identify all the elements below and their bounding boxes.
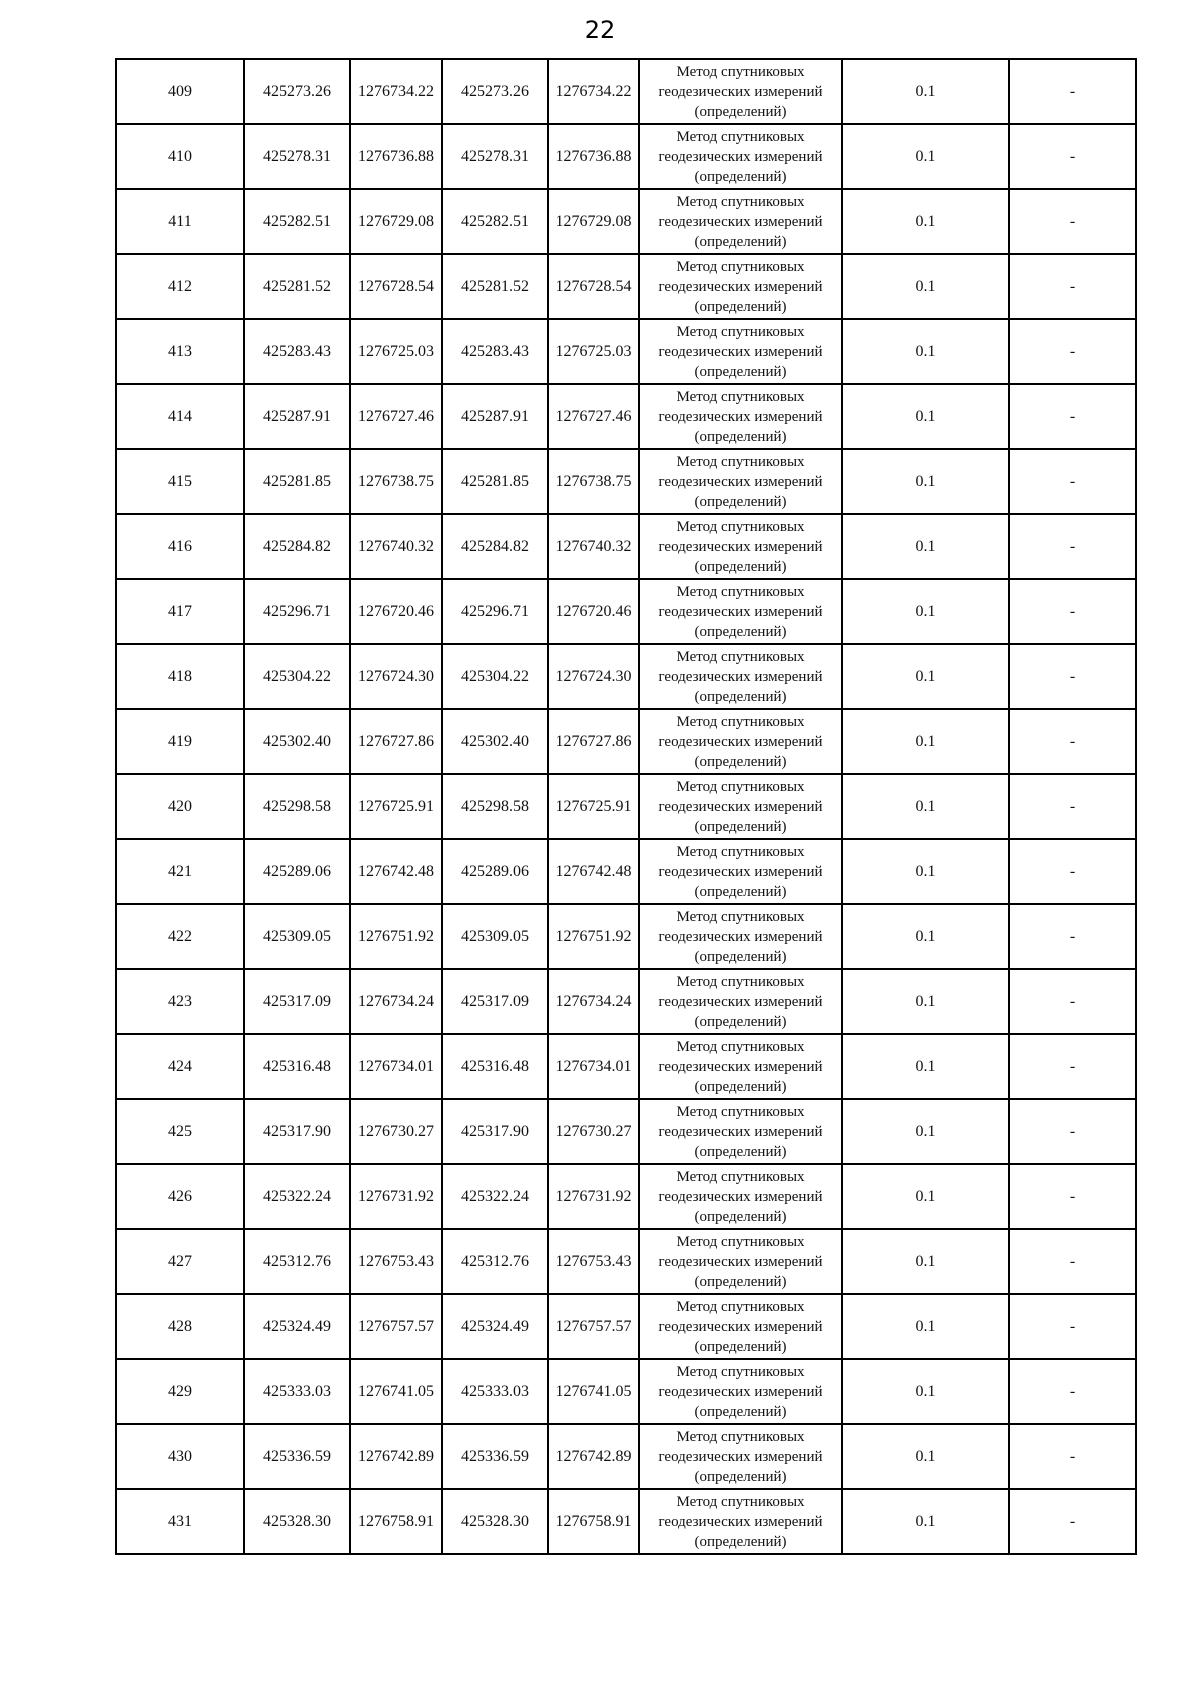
method-cell <box>639 644 842 709</box>
method-cell <box>639 449 842 514</box>
x-coordinate-cell: 425302.40 <box>244 709 350 774</box>
method-cell <box>639 904 842 969</box>
table-row <box>116 1359 1136 1424</box>
method-line: геодезических измерений <box>658 213 823 230</box>
method-line: Метод спутниковых <box>676 128 805 145</box>
y-coordinate-existing-cell: 1276725.91 <box>548 774 639 839</box>
method-cell <box>639 124 842 189</box>
table-row <box>116 1034 1136 1099</box>
method-line: (определений) <box>694 363 787 380</box>
method-line: (определений) <box>694 428 787 445</box>
method-line: (определений) <box>694 493 787 510</box>
method-line: Метод спутниковых <box>676 908 805 925</box>
method-line: Метод спутниковых <box>676 843 805 860</box>
x-coordinate-existing-cell: 425283.43 <box>442 319 548 384</box>
table-row <box>116 514 1136 579</box>
note-cell: - <box>1009 319 1136 384</box>
method-line: Метод спутниковых <box>676 193 805 210</box>
y-coordinate-cell: 1276751.92 <box>350 904 442 969</box>
x-coordinate-cell: 425278.31 <box>244 124 350 189</box>
note-cell: - <box>1009 1164 1136 1229</box>
y-coordinate-cell: 1276727.86 <box>350 709 442 774</box>
x-coordinate-existing-cell: 425304.22 <box>442 644 548 709</box>
method-line: (определений) <box>694 168 787 185</box>
method-line: (определений) <box>694 558 787 575</box>
point-number-cell: 410 <box>116 124 244 189</box>
method-line: Метод спутниковых <box>676 973 805 990</box>
method-cell <box>639 1229 842 1294</box>
method-line: геодезических измерений <box>658 278 823 295</box>
method-line: (определений) <box>694 818 787 835</box>
method-line: геодезических измерений <box>658 928 823 945</box>
note-cell: - <box>1009 774 1136 839</box>
method-line: Метод спутниковых <box>676 518 805 535</box>
method-line: геодезических измерений <box>658 148 823 165</box>
note-cell: - <box>1009 839 1136 904</box>
x-coordinate-cell: 425284.82 <box>244 514 350 579</box>
method-cell <box>639 514 842 579</box>
method-line: (определений) <box>694 1273 787 1290</box>
accuracy-cell: 0.1 <box>842 1034 1009 1099</box>
x-coordinate-cell: 425316.48 <box>244 1034 350 1099</box>
method-line: Метод спутниковых <box>676 1363 805 1380</box>
note-cell: - <box>1009 189 1136 254</box>
method-line: (определений) <box>694 623 787 640</box>
x-coordinate-cell: 425296.71 <box>244 579 350 644</box>
method-cell <box>639 384 842 449</box>
x-coordinate-cell: 425282.51 <box>244 189 350 254</box>
accuracy-cell: 0.1 <box>842 1229 1009 1294</box>
note-cell: - <box>1009 254 1136 319</box>
x-coordinate-existing-cell: 425278.31 <box>442 124 548 189</box>
x-coordinate-existing-cell: 425281.85 <box>442 449 548 514</box>
note-cell: - <box>1009 1229 1136 1294</box>
x-coordinate-cell: 425328.30 <box>244 1489 350 1554</box>
method-line: Метод спутниковых <box>676 1428 805 1445</box>
method-line: Метод спутниковых <box>676 1168 805 1185</box>
note-cell: - <box>1009 1489 1136 1554</box>
y-coordinate-cell: 1276742.89 <box>350 1424 442 1489</box>
method-line: (определений) <box>694 103 787 120</box>
note-cell: - <box>1009 124 1136 189</box>
method-line: геодезических измерений <box>658 343 823 360</box>
note-cell: - <box>1009 1034 1136 1099</box>
point-number-cell: 428 <box>116 1294 244 1359</box>
y-coordinate-existing-cell: 1276734.22 <box>548 59 639 124</box>
point-number-cell: 424 <box>116 1034 244 1099</box>
x-coordinate-existing-cell: 425296.71 <box>442 579 548 644</box>
point-number-cell: 422 <box>116 904 244 969</box>
method-line: Метод спутниковых <box>676 1233 805 1250</box>
x-coordinate-existing-cell: 425317.90 <box>442 1099 548 1164</box>
method-cell <box>639 1424 842 1489</box>
table-row <box>116 579 1136 644</box>
x-coordinate-cell: 425333.03 <box>244 1359 350 1424</box>
coordinates-table <box>115 58 1137 1555</box>
method-cell <box>639 1164 842 1229</box>
method-cell <box>639 579 842 644</box>
method-line: Метод спутниковых <box>676 1038 805 1055</box>
method-line: геодезических измерений <box>658 1188 823 1205</box>
accuracy-cell: 0.1 <box>842 644 1009 709</box>
method-cell <box>639 189 842 254</box>
table-row <box>116 1489 1136 1554</box>
method-line: (определений) <box>694 1403 787 1420</box>
y-coordinate-cell: 1276727.46 <box>350 384 442 449</box>
method-line: (определений) <box>694 298 787 315</box>
accuracy-cell: 0.1 <box>842 904 1009 969</box>
table-row <box>116 839 1136 904</box>
table-row <box>116 189 1136 254</box>
point-number-cell: 409 <box>116 59 244 124</box>
method-cell <box>639 254 842 319</box>
x-coordinate-existing-cell: 425281.52 <box>442 254 548 319</box>
x-coordinate-cell: 425281.85 <box>244 449 350 514</box>
method-cell <box>639 1359 842 1424</box>
x-coordinate-existing-cell: 425324.49 <box>442 1294 548 1359</box>
table-row <box>116 1229 1136 1294</box>
y-coordinate-existing-cell: 1276753.43 <box>548 1229 639 1294</box>
method-line: (определений) <box>694 688 787 705</box>
method-line: геодезических измерений <box>658 1513 823 1530</box>
method-line: Метод спутниковых <box>676 388 805 405</box>
accuracy-cell: 0.1 <box>842 1164 1009 1229</box>
method-line: геодезических измерений <box>658 603 823 620</box>
x-coordinate-existing-cell: 425282.51 <box>442 189 548 254</box>
x-coordinate-existing-cell: 425289.06 <box>442 839 548 904</box>
note-cell: - <box>1009 1294 1136 1359</box>
y-coordinate-existing-cell: 1276734.01 <box>548 1034 639 1099</box>
method-line: геодезических измерений <box>658 473 823 490</box>
x-coordinate-existing-cell: 425284.82 <box>442 514 548 579</box>
point-number-cell: 430 <box>116 1424 244 1489</box>
table-row <box>116 1099 1136 1164</box>
x-coordinate-cell: 425324.49 <box>244 1294 350 1359</box>
method-line: (определений) <box>694 1208 787 1225</box>
point-number-cell: 418 <box>116 644 244 709</box>
y-coordinate-existing-cell: 1276720.46 <box>548 579 639 644</box>
table-row <box>116 254 1136 319</box>
note-cell: - <box>1009 1099 1136 1164</box>
note-cell: - <box>1009 59 1136 124</box>
point-number-cell: 431 <box>116 1489 244 1554</box>
point-number-cell: 416 <box>116 514 244 579</box>
x-coordinate-cell: 425283.43 <box>244 319 350 384</box>
accuracy-cell: 0.1 <box>842 1099 1009 1164</box>
method-line: Метод спутниковых <box>676 1493 805 1510</box>
y-coordinate-existing-cell: 1276741.05 <box>548 1359 639 1424</box>
accuracy-cell: 0.1 <box>842 59 1009 124</box>
accuracy-cell: 0.1 <box>842 1359 1009 1424</box>
method-line: (определений) <box>694 1143 787 1160</box>
method-line: Метод спутниковых <box>676 583 805 600</box>
method-cell <box>639 1489 842 1554</box>
method-cell <box>639 839 842 904</box>
y-coordinate-existing-cell: 1276757.57 <box>548 1294 639 1359</box>
accuracy-cell: 0.1 <box>842 189 1009 254</box>
y-coordinate-existing-cell: 1276742.89 <box>548 1424 639 1489</box>
y-coordinate-existing-cell: 1276758.91 <box>548 1489 639 1554</box>
point-number-cell: 429 <box>116 1359 244 1424</box>
note-cell: - <box>1009 904 1136 969</box>
method-line: (определений) <box>694 948 787 965</box>
accuracy-cell: 0.1 <box>842 709 1009 774</box>
table-row <box>116 904 1136 969</box>
accuracy-cell: 0.1 <box>842 1489 1009 1554</box>
accuracy-cell: 0.1 <box>842 319 1009 384</box>
method-line: геодезических измерений <box>658 733 823 750</box>
y-coordinate-cell: 1276734.24 <box>350 969 442 1034</box>
y-coordinate-existing-cell: 1276727.86 <box>548 709 639 774</box>
table-row <box>116 1294 1136 1359</box>
x-coordinate-existing-cell: 425316.48 <box>442 1034 548 1099</box>
point-number-cell: 415 <box>116 449 244 514</box>
method-line: (определений) <box>694 1338 787 1355</box>
method-cell <box>639 1034 842 1099</box>
x-coordinate-existing-cell: 425333.03 <box>442 1359 548 1424</box>
x-coordinate-existing-cell: 425322.24 <box>442 1164 548 1229</box>
note-cell: - <box>1009 1424 1136 1489</box>
x-coordinate-cell: 425312.76 <box>244 1229 350 1294</box>
x-coordinate-existing-cell: 425336.59 <box>442 1424 548 1489</box>
method-line: (определений) <box>694 753 787 770</box>
table-row <box>116 384 1136 449</box>
y-coordinate-cell: 1276758.91 <box>350 1489 442 1554</box>
x-coordinate-cell: 425336.59 <box>244 1424 350 1489</box>
y-coordinate-cell: 1276734.22 <box>350 59 442 124</box>
accuracy-cell: 0.1 <box>842 839 1009 904</box>
y-coordinate-existing-cell: 1276730.27 <box>548 1099 639 1164</box>
y-coordinate-cell: 1276736.88 <box>350 124 442 189</box>
y-coordinate-cell: 1276740.32 <box>350 514 442 579</box>
accuracy-cell: 0.1 <box>842 1294 1009 1359</box>
method-line: геодезических измерений <box>658 1318 823 1335</box>
y-coordinate-cell: 1276753.43 <box>350 1229 442 1294</box>
note-cell: - <box>1009 449 1136 514</box>
table-row <box>116 709 1136 774</box>
y-coordinate-cell: 1276741.05 <box>350 1359 442 1424</box>
x-coordinate-cell: 425281.52 <box>244 254 350 319</box>
method-line: геодезических измерений <box>658 863 823 880</box>
note-cell: - <box>1009 969 1136 1034</box>
note-cell: - <box>1009 1359 1136 1424</box>
x-coordinate-cell: 425287.91 <box>244 384 350 449</box>
y-coordinate-existing-cell: 1276736.88 <box>548 124 639 189</box>
method-cell <box>639 1099 842 1164</box>
y-coordinate-existing-cell: 1276729.08 <box>548 189 639 254</box>
y-coordinate-cell: 1276725.91 <box>350 774 442 839</box>
method-line: (определений) <box>694 1013 787 1030</box>
method-line: геодезических измерений <box>658 1058 823 1075</box>
y-coordinate-existing-cell: 1276728.54 <box>548 254 639 319</box>
y-coordinate-existing-cell: 1276738.75 <box>548 449 639 514</box>
method-line: Метод спутниковых <box>676 453 805 470</box>
point-number-cell: 426 <box>116 1164 244 1229</box>
table-row <box>116 449 1136 514</box>
method-cell <box>639 774 842 839</box>
table-row <box>116 59 1136 124</box>
y-coordinate-cell: 1276720.46 <box>350 579 442 644</box>
x-coordinate-existing-cell: 425328.30 <box>442 1489 548 1554</box>
method-line: геодезических измерений <box>658 1383 823 1400</box>
y-coordinate-cell: 1276757.57 <box>350 1294 442 1359</box>
table-row <box>116 774 1136 839</box>
method-cell <box>639 59 842 124</box>
note-cell: - <box>1009 514 1136 579</box>
x-coordinate-cell: 425317.90 <box>244 1099 350 1164</box>
y-coordinate-existing-cell: 1276731.92 <box>548 1164 639 1229</box>
point-number-cell: 420 <box>116 774 244 839</box>
method-line: (определений) <box>694 1078 787 1095</box>
point-number-cell: 417 <box>116 579 244 644</box>
x-coordinate-cell: 425317.09 <box>244 969 350 1034</box>
accuracy-cell: 0.1 <box>842 774 1009 839</box>
x-coordinate-existing-cell: 425309.05 <box>442 904 548 969</box>
method-line: Метод спутниковых <box>676 63 805 80</box>
method-cell <box>639 969 842 1034</box>
x-coordinate-existing-cell: 425287.91 <box>442 384 548 449</box>
note-cell: - <box>1009 384 1136 449</box>
method-line: (определений) <box>694 1468 787 1485</box>
method-line: (определений) <box>694 1533 787 1550</box>
x-coordinate-existing-cell: 425302.40 <box>442 709 548 774</box>
method-line: геодезических измерений <box>658 1253 823 1270</box>
x-coordinate-cell: 425298.58 <box>244 774 350 839</box>
method-line: геодезических измерений <box>658 408 823 425</box>
y-coordinate-cell: 1276730.27 <box>350 1099 442 1164</box>
y-coordinate-existing-cell: 1276734.24 <box>548 969 639 1034</box>
table-row <box>116 644 1136 709</box>
method-line: геодезических измерений <box>658 1123 823 1140</box>
method-line: геодезических измерений <box>658 668 823 685</box>
method-line: геодезических измерений <box>658 1448 823 1465</box>
table-body <box>116 59 1136 1554</box>
accuracy-cell: 0.1 <box>842 969 1009 1034</box>
table-row <box>116 1424 1136 1489</box>
page-number: 22 <box>584 16 616 44</box>
point-number-cell: 423 <box>116 969 244 1034</box>
y-coordinate-cell: 1276734.01 <box>350 1034 442 1099</box>
y-coordinate-existing-cell: 1276725.03 <box>548 319 639 384</box>
point-number-cell: 413 <box>116 319 244 384</box>
point-number-cell: 427 <box>116 1229 244 1294</box>
y-coordinate-existing-cell: 1276751.92 <box>548 904 639 969</box>
method-line: геодезических измерений <box>658 538 823 555</box>
table-row <box>116 969 1136 1034</box>
method-cell <box>639 709 842 774</box>
note-cell: - <box>1009 579 1136 644</box>
method-cell <box>639 319 842 384</box>
x-coordinate-existing-cell: 425317.09 <box>442 969 548 1034</box>
y-coordinate-existing-cell: 1276742.48 <box>548 839 639 904</box>
accuracy-cell: 0.1 <box>842 384 1009 449</box>
table-row <box>116 319 1136 384</box>
y-coordinate-cell: 1276738.75 <box>350 449 442 514</box>
y-coordinate-cell: 1276729.08 <box>350 189 442 254</box>
point-number-cell: 414 <box>116 384 244 449</box>
y-coordinate-existing-cell: 1276724.30 <box>548 644 639 709</box>
method-line: Метод спутниковых <box>676 648 805 665</box>
point-number-cell: 421 <box>116 839 244 904</box>
accuracy-cell: 0.1 <box>842 449 1009 514</box>
x-coordinate-existing-cell: 425273.26 <box>442 59 548 124</box>
method-line: Метод спутниковых <box>676 778 805 795</box>
point-number-cell: 425 <box>116 1099 244 1164</box>
accuracy-cell: 0.1 <box>842 254 1009 319</box>
accuracy-cell: 0.1 <box>842 514 1009 579</box>
note-cell: - <box>1009 644 1136 709</box>
x-coordinate-existing-cell: 425312.76 <box>442 1229 548 1294</box>
y-coordinate-cell: 1276725.03 <box>350 319 442 384</box>
method-line: геодезических измерений <box>658 798 823 815</box>
method-line: Метод спутниковых <box>676 323 805 340</box>
x-coordinate-existing-cell: 425298.58 <box>442 774 548 839</box>
point-number-cell: 411 <box>116 189 244 254</box>
y-coordinate-cell: 1276724.30 <box>350 644 442 709</box>
method-line: Метод спутниковых <box>676 1298 805 1315</box>
y-coordinate-existing-cell: 1276727.46 <box>548 384 639 449</box>
table-row <box>116 1164 1136 1229</box>
method-line: (определений) <box>694 233 787 250</box>
accuracy-cell: 0.1 <box>842 579 1009 644</box>
method-line: геодезических измерений <box>658 83 823 100</box>
y-coordinate-cell: 1276742.48 <box>350 839 442 904</box>
method-line: Метод спутниковых <box>676 713 805 730</box>
note-cell: - <box>1009 709 1136 774</box>
point-number-cell: 412 <box>116 254 244 319</box>
y-coordinate-cell: 1276731.92 <box>350 1164 442 1229</box>
method-line: (определений) <box>694 883 787 900</box>
method-line: геодезических измерений <box>658 993 823 1010</box>
x-coordinate-cell: 425273.26 <box>244 59 350 124</box>
y-coordinate-cell: 1276728.54 <box>350 254 442 319</box>
point-number-cell: 419 <box>116 709 244 774</box>
x-coordinate-cell: 425322.24 <box>244 1164 350 1229</box>
method-line: Метод спутниковых <box>676 1103 805 1120</box>
x-coordinate-cell: 425289.06 <box>244 839 350 904</box>
accuracy-cell: 0.1 <box>842 124 1009 189</box>
y-coordinate-existing-cell: 1276740.32 <box>548 514 639 579</box>
method-cell <box>639 1294 842 1359</box>
accuracy-cell: 0.1 <box>842 1424 1009 1489</box>
table-row <box>116 124 1136 189</box>
x-coordinate-cell: 425309.05 <box>244 904 350 969</box>
x-coordinate-cell: 425304.22 <box>244 644 350 709</box>
method-line: Метод спутниковых <box>676 258 805 275</box>
